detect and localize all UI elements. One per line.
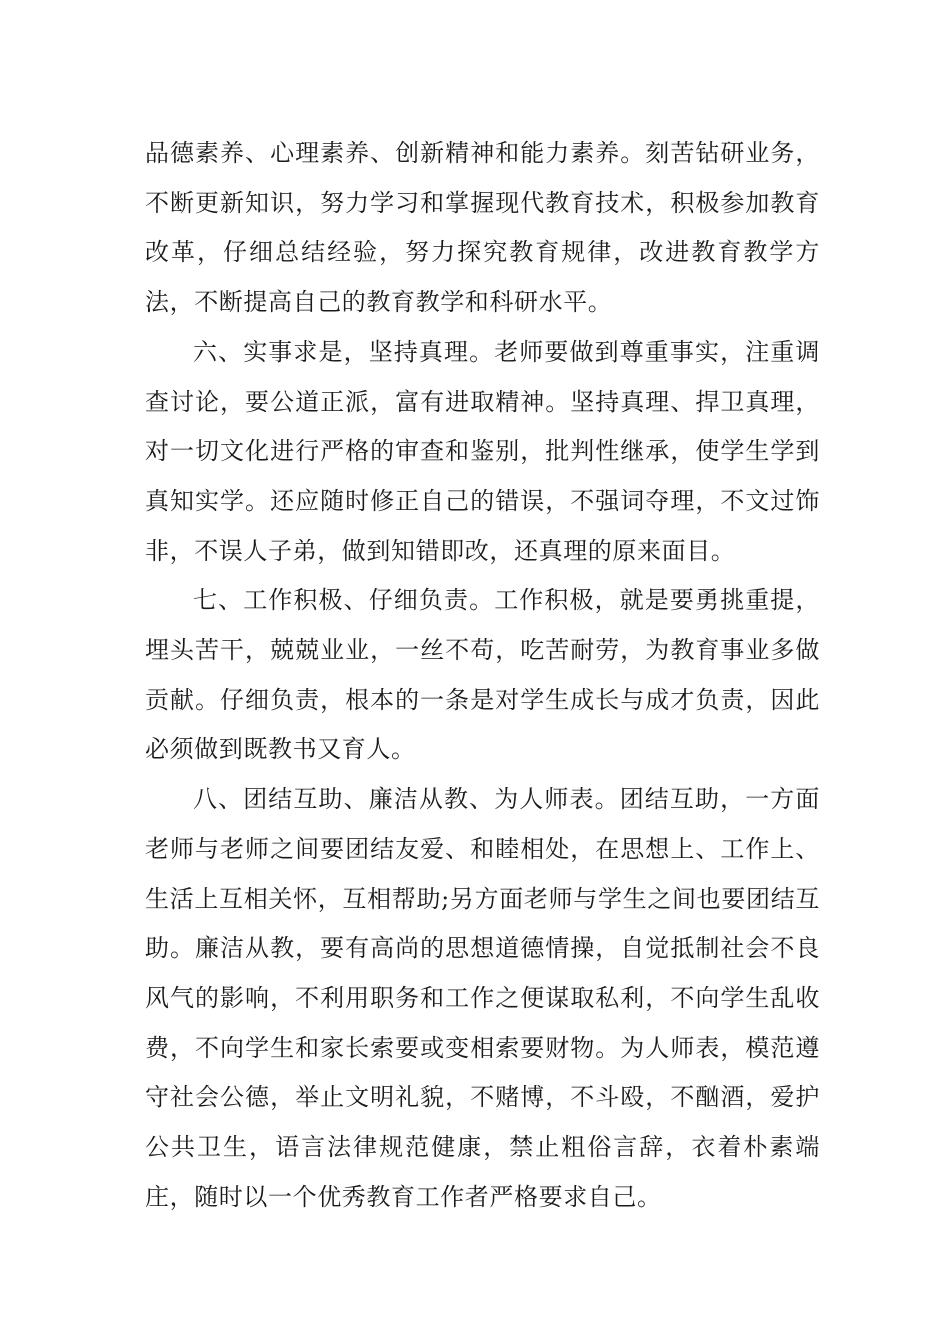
paragraph-seven-work-diligently: 七、工作积极、仔细负责。工作积极，就是要勇挑重提，埋头苦干，兢兢业业，一丝不苟，吃苦耐劳，为教育事业多做贡献。仔细负责，根本的一条是对学生成长与成才负责，因此必须做到既教书又育人。 (145, 586, 820, 764)
paragraph-continuation: 品德素养、心理素养、创新精神和能力素养。刻苦钻研业务，不断更新知识，努力学习和掌握现代教育技术，积极参加教育改革，仔细总结经验，努力探究教育规律，改进教育教学方法，不断提高自己的教育教学和科研水平。 (145, 139, 820, 317)
paragraph-six-seek-truth: 六、实事求是，坚持真理。老师要做到尊重事实，注重调查讨论，要公道正派，富有进取精神。坚持真理、捍卫真理，对一切文化进行严格的审查和鉴别，批判性继承，使学生学到真知实学。还应随时修正自己的错误，不强词夺理，不文过饰非，不误人子弟，做到知错即改，还真理的原来面目。 (145, 337, 820, 565)
paragraph-eight-unity-integrity: 八、团结互助、廉洁从教、为人师表。团结互助，一方面老师与老师之间要团结友爱、和睦相处，在思想上、工作上、生活上互相关怀，互相帮助;另方面老师与学生之间也要团结互助。廉洁从教，要有高尚的思想道德情操，自觉抵制社会不良风气的影响，不利用职务和工作之便谋取私利，不向学生乱收费，不向学生和家长索要或变相索要财物。为人师表，模范遵守社会公德，举止文明礼貌，不赌博，不斗殴，不酗酒，爱护公共卫生，语言法律规范健康，禁止粗俗言辞，衣着朴素端庄，随时以一个优秀教育工作者严格要求自己。 (145, 785, 820, 1211)
document-body (145, 129, 820, 1222)
